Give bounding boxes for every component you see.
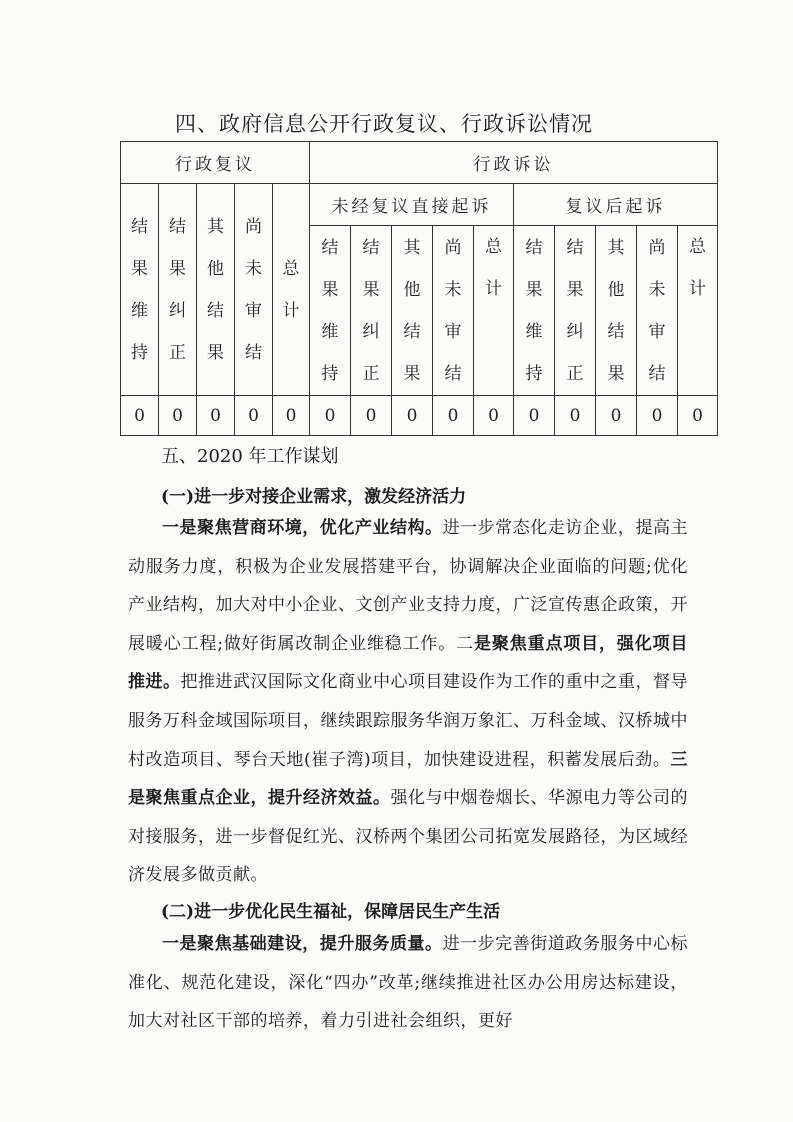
direct-suit-header: 未经复议直接起诉: [310, 184, 514, 226]
section-5-heading: 五、2020 年工作谋划: [161, 446, 339, 467]
table-cell-value: 0: [555, 396, 596, 436]
subsection-2-heading: (二)进一步优化民生福祉，保障居民生产生活: [161, 902, 501, 922]
table-cell-value: 0: [392, 396, 433, 436]
paragraph-economy: [128, 509, 688, 895]
paragraph-livelihood: [128, 925, 688, 1041]
paragraph-text: 进一步常态化走访企业，提高主动服务力度，积极为企业发展搭建平台，协调解决企业面临的问题;优化产业结构，加大对中小企业、文创产业支持力度，广泛宣传惠企政策，开展暖心工程;做好街属改制企业维稳工作。二: [128, 518, 689, 654]
after-col-total: 总计: [678, 226, 718, 396]
table-cell-value: 0: [121, 396, 159, 436]
paragraph-text: 进一步完善街道政务服务中心标准化、规范化建设，深化“四办”改革;继续推进社区办公用房达标建设，加大对社区干部的培养，着力引进社会组织，更好: [128, 934, 689, 1032]
direct-col-other: 其他结果: [392, 226, 433, 396]
subsection-1-heading: (一)进一步对接企业需求，激发经济活力: [161, 487, 467, 507]
review-litigation-table: [120, 141, 718, 436]
direct-col-pending: 尚未审结: [433, 226, 474, 396]
paragraph-emphasis: 一是聚焦营商环境，优化产业结构。: [162, 518, 443, 538]
table-cell-value: 0: [310, 396, 351, 436]
review-col-corrected: 结果纠正: [159, 184, 197, 396]
table-cell-value: 0: [351, 396, 392, 436]
after-col-corrected: 结果纠正: [555, 226, 596, 396]
paragraph-emphasis: 是聚焦重点项目，强化项目推进。: [128, 633, 688, 693]
direct-col-upheld: 结果维持: [310, 226, 351, 396]
paragraph-emphasis: 一是聚焦基础建设，提升服务质量。: [162, 934, 443, 954]
section-4-heading: 四、政府信息公开行政复议、行政诉讼情况: [175, 112, 593, 136]
paragraph-text: 强化与中烟卷烟长、华源电力等公司的对接服务，进一步督促红光、汉桥两个集团公司拓宽发展路径，为区域经济发展多做贡献。: [128, 788, 688, 886]
table-cell-value: 0: [159, 396, 197, 436]
direct-col-corrected: 结果纠正: [351, 226, 392, 396]
table-cell-value: 0: [235, 396, 273, 436]
table-cell-value: 0: [474, 396, 514, 436]
after-col-upheld: 结果维持: [514, 226, 555, 396]
table-cell-value: 0: [273, 396, 310, 436]
review-col-other: 其他结果: [197, 184, 235, 396]
table-cell-value: 0: [596, 396, 637, 436]
suit-after-review-header: 复议后起诉: [514, 184, 718, 226]
review-col-upheld: 结果维持: [121, 184, 159, 396]
direct-col-total: 总计: [474, 226, 514, 396]
table-cell-value: 0: [637, 396, 678, 436]
table-cell-value: 0: [678, 396, 718, 436]
admin-review-header: 行政复议: [121, 142, 310, 184]
paragraph-emphasis: 三是聚焦重点企业，提升经济效益。: [128, 749, 688, 809]
admin-litigation-header: 行政诉讼: [310, 142, 718, 184]
after-col-other: 其他结果: [596, 226, 637, 396]
review-col-total: 总计: [273, 184, 310, 396]
table-cell-value: 0: [197, 396, 235, 436]
table-cell-value: 0: [514, 396, 555, 436]
paragraph-text: 把推进武汉国际文化商业中心项目建设作为工作的重中之重，督导服务万科金域国际项目，继续跟踪服务华润万象汇、万科金域、汉桥城中村改造项目、琴台天地(崔子湾)项目，加快建设进程，积蓄发展后劲。: [128, 672, 688, 770]
table-cell-value: 0: [433, 396, 474, 436]
after-col-pending: 尚未审结: [637, 226, 678, 396]
review-col-pending: 尚未审结: [235, 184, 273, 396]
